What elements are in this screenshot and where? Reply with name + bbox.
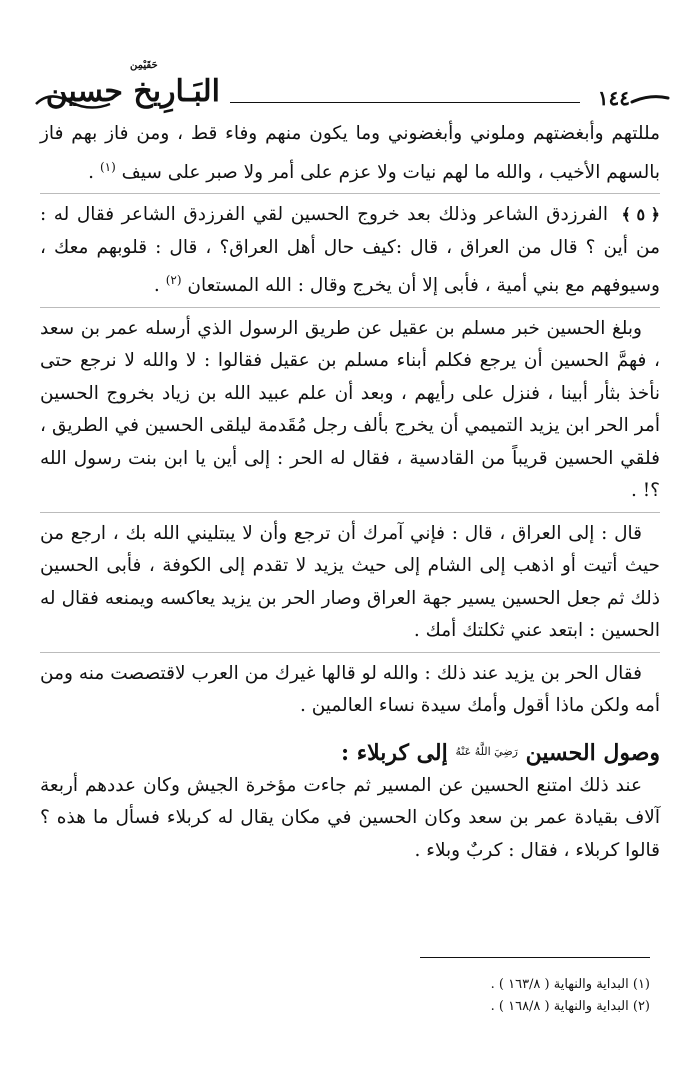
paragraph-divider [40, 307, 660, 308]
footnote-ref-2[interactable]: (٢) [165, 273, 182, 288]
footnote-ref-1[interactable]: (١) [99, 159, 116, 174]
paragraph-6: عند ذلك امتنع الحسين عن المسير ثم جاءت مؤخرة الجيش وكان عددهم أربعة آلاف بقيادة عمر بن سعد وكان الحسين في مكان يقال له كربلاء فسأل ما هذه ؟ قالوا كربلاء ، فقال : كربٌ وبلاء . [40, 774, 660, 861]
footnote-1: (١) البداية والنهاية ( ١٦٣/٨ ) . [490, 977, 650, 992]
section-heading-part-1: وصول الحسين [525, 739, 660, 766]
footnote-2: (٢) البداية والنهاية ( ١٦٨/٨ ) . [490, 999, 650, 1014]
paragraph-1-end: . [88, 161, 95, 183]
paragraph-1-line-2: فاز بالسهم الأخيب ، والله ما لهم نيات ولا عزم على أمر ولا صبر على [40, 123, 660, 183]
section-heading-part-2: إلى كربلاء : [340, 739, 448, 766]
paragraph-5: فقال الحر بن يزيد عند ذلك : والله لو قالها غيرك من العرب لاقتصصت منه ومن أمه ولكن ماذا أقول وأمك سيدة نساء العالمين . [40, 662, 660, 717]
page-number: ١٤٤ [597, 86, 630, 110]
paragraph-2 [40, 199, 660, 303]
paragraph-3: وبلغ الحسين خبر مسلم بن عقيل عن طريق الرسول الذي أرسله عمر بن سعد ، فهمَّ الحسين أن يرجع فكلم أبناء مسلم بن عقيل فقالوا : لا والله لا نرجع حتى نأخذ بثأر أبينا ، فنزل على رأيهم ، وبعد أن علم عبيد الله بن زياد بخروج الحسين أمر الحر ابن يزيد التميمي أن يخرج بألف رجل مُقَدمة ليلقى الحسين في الطريق ، فلقي الحسين قريباً من القادسية ، فقال له الحر : إلى أين يا ابن بنت رسول الله ؟! . [40, 317, 660, 502]
paragraph-divider [40, 193, 660, 194]
page-header [30, 60, 670, 120]
paragraph-4: قال : إلى العراق ، قال : فإني آمرك أن ترجع وأن لا يبتليني الله بك ، ارجع من حيث أتيت أو اذهب إلى الشام إلى حيث يزيد لا تقدم إلى الكوفة ، فأبى الحسين ذلك ثم جعل الحسين يسير جهة العراق وصار الحر بن يزيد يعاكسه ويمنعه فقال له الحسين : ابتعد عني ثكلتك أمك . [40, 522, 660, 642]
main-text [40, 118, 660, 871]
paragraph-2-end: . [153, 275, 160, 297]
paragraph-1-line-3: سيف [121, 161, 162, 183]
title-flourish-icon [30, 60, 230, 118]
paragraph-1 [40, 118, 660, 189]
footnotes [300, 974, 650, 1018]
book-subtitle: حَقَيْمِن [130, 60, 158, 71]
item-number-badge: ﴿ ٥ ﴾ [621, 205, 660, 225]
header-rule [230, 102, 580, 103]
paragraph-divider [40, 652, 660, 653]
section-heading [40, 737, 660, 768]
header-swoosh-icon [630, 92, 670, 106]
paragraph-1-line-1: مللتهم وأبغضتهم وملوني وأبغضوني وما يكون منهم وفاء قط ، ومن فاز بهم [71, 123, 660, 144]
book-title: البَـارِيخ حسين [45, 74, 220, 109]
paragraph-divider [40, 512, 660, 513]
book-title-logo [30, 60, 230, 118]
paragraph-2-text: الفرزدق الشاعر وذلك بعد خروج الحسين لقي الفرزدق الشاعر فقال له : من أين ؟ قال من العراق ، قال :كيف حال أهل العراق؟ ، قال : قلوبهم معك ، وسيوفهم مع بني أمية ، فأبى إلا أن يخرج وقال : الله المستعان [40, 204, 660, 297]
honorific-glyph: رَضِيَ اللَّهُ عَنْهُ [455, 744, 518, 758]
footnote-separator [420, 957, 650, 958]
